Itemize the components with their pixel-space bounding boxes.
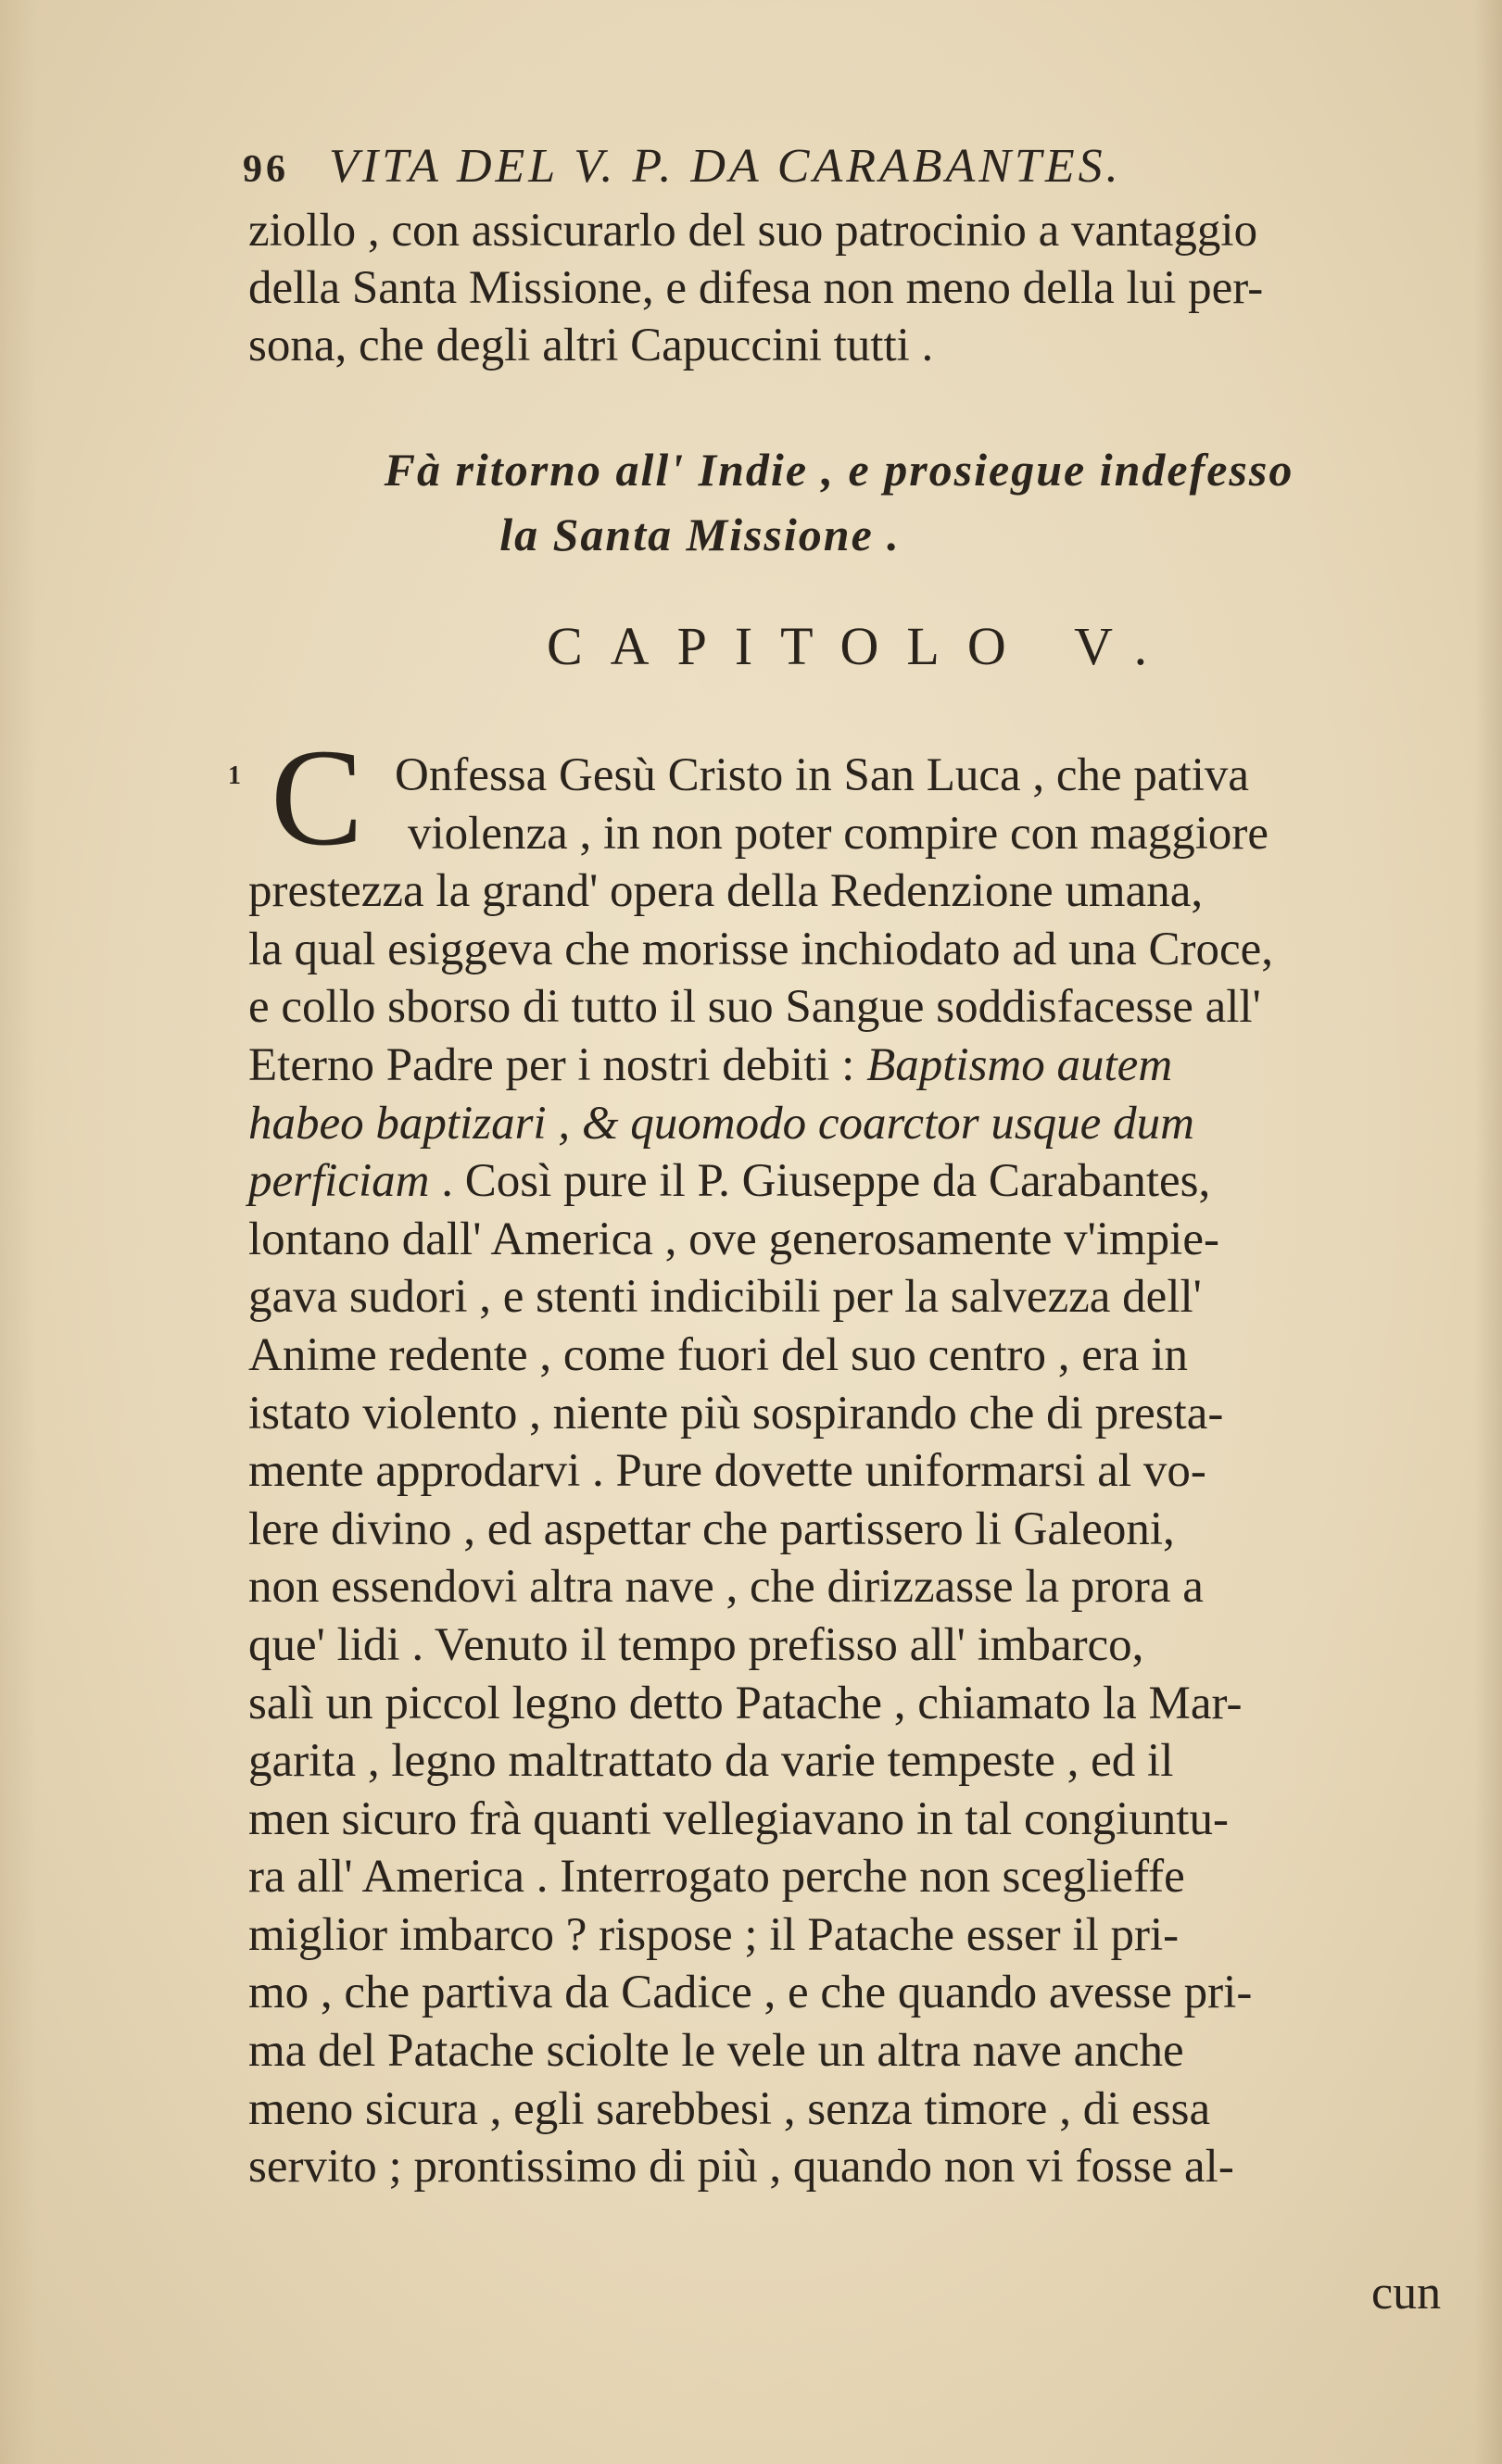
paragraph-number: 1	[228, 761, 241, 790]
text-line: della Santa Missione, e difesa non meno della lui per-	[248, 262, 1264, 314]
text-line: lere divino , ed aspettar che partissero li Galeoni,	[248, 1502, 1175, 1555]
opening-text	[248, 202, 1502, 374]
text-line: la qual esiggeva che morisse inchiodato ad una Croce,	[248, 923, 1274, 975]
text-line: prestezza la grand' opera della Redenzione umana,	[248, 865, 1204, 918]
text-line: lontano dall' America , ove generosamente v'impie-	[248, 1213, 1219, 1265]
text-line: Eterno Padre per i nostri debiti : Baptismo autem	[248, 1038, 1173, 1091]
text-line: non essendovi altra nave , che dirizzasse la prora a	[248, 1561, 1204, 1614]
text-line: servito ; prontissimo di più , quando non vi fosse al-	[248, 2141, 1234, 2194]
text-line: sona, che degli altri Capuccini tutti .	[248, 320, 934, 371]
text-line: miglior imbarco ? rispose ; il Patache esser il pri-	[248, 1908, 1180, 1961]
text-line: meno sicura , egli sarebbesi , senza timore , di essa	[248, 2082, 1211, 2135]
text-line: mente approdarvi . Pure dovette uniformarsi al vo-	[248, 1445, 1206, 1498]
text-line: e collo sborso di tutto il suo Sangue soddisfacesse all'	[248, 981, 1261, 1034]
text-line: gava sudori , e stenti indicibili per la salvezza dell'	[248, 1271, 1202, 1324]
text-line: que' lidi . Venuto il tempo prefisso all' imbarco,	[248, 1618, 1144, 1671]
text-line: salì un piccol legno detto Patache , chiamato la Mar-	[248, 1677, 1243, 1729]
text-line: garita , legno maltrattato da varie tempeste , ed il	[248, 1735, 1174, 1788]
running-head	[243, 139, 1502, 194]
page-number: 96	[243, 148, 289, 191]
text-line: men sicuro frà quanti vellegiavano in tal congiuntu-	[248, 1792, 1229, 1845]
paragraph-body	[248, 747, 1502, 2196]
text-line-latin: habeo baptizari , & quomodo coarctor usque dum	[248, 1097, 1194, 1150]
running-title: VITA DEL V. P. DA CARABANTES.	[329, 140, 1122, 193]
text-line: ma del Patache sciolte le vele un altra nave anche	[248, 2025, 1184, 2078]
text-line: violenza , in non poter compire con maggiore	[408, 807, 1269, 860]
text-line: mo , che partiva da Cadice , e che quando avesse pri-	[248, 1967, 1253, 2019]
text-line: Anime redente , come fuori del suo centro , era in	[248, 1328, 1188, 1381]
catchword: cun	[1371, 2267, 1442, 2319]
text-line: ziollo , con assicurarlo del suo patrocinio a vantaggio	[248, 205, 1258, 257]
chapter-subtitle-line-1: Fà ritorno all' Indie , e prosiegue indefesso	[384, 444, 1294, 496]
page-edge-shadow	[0, 0, 37, 2464]
drop-cap: C	[271, 721, 364, 874]
chapter-title: CAPITOLO V.	[547, 616, 1176, 676]
chapter-subtitle-line-2: la Santa Missione .	[499, 509, 901, 560]
text-line: perficiam . Così pure il P. Giuseppe da Carabantes,	[248, 1155, 1211, 1208]
text-line: Onfessa Gesù Cristo in San Luca , che pativa	[395, 749, 1250, 801]
text-line: istato violento , niente più sospirando che di presta-	[248, 1387, 1224, 1439]
text-line: ra all' America . Interrogato perche non sceglieffe	[248, 1851, 1185, 1904]
